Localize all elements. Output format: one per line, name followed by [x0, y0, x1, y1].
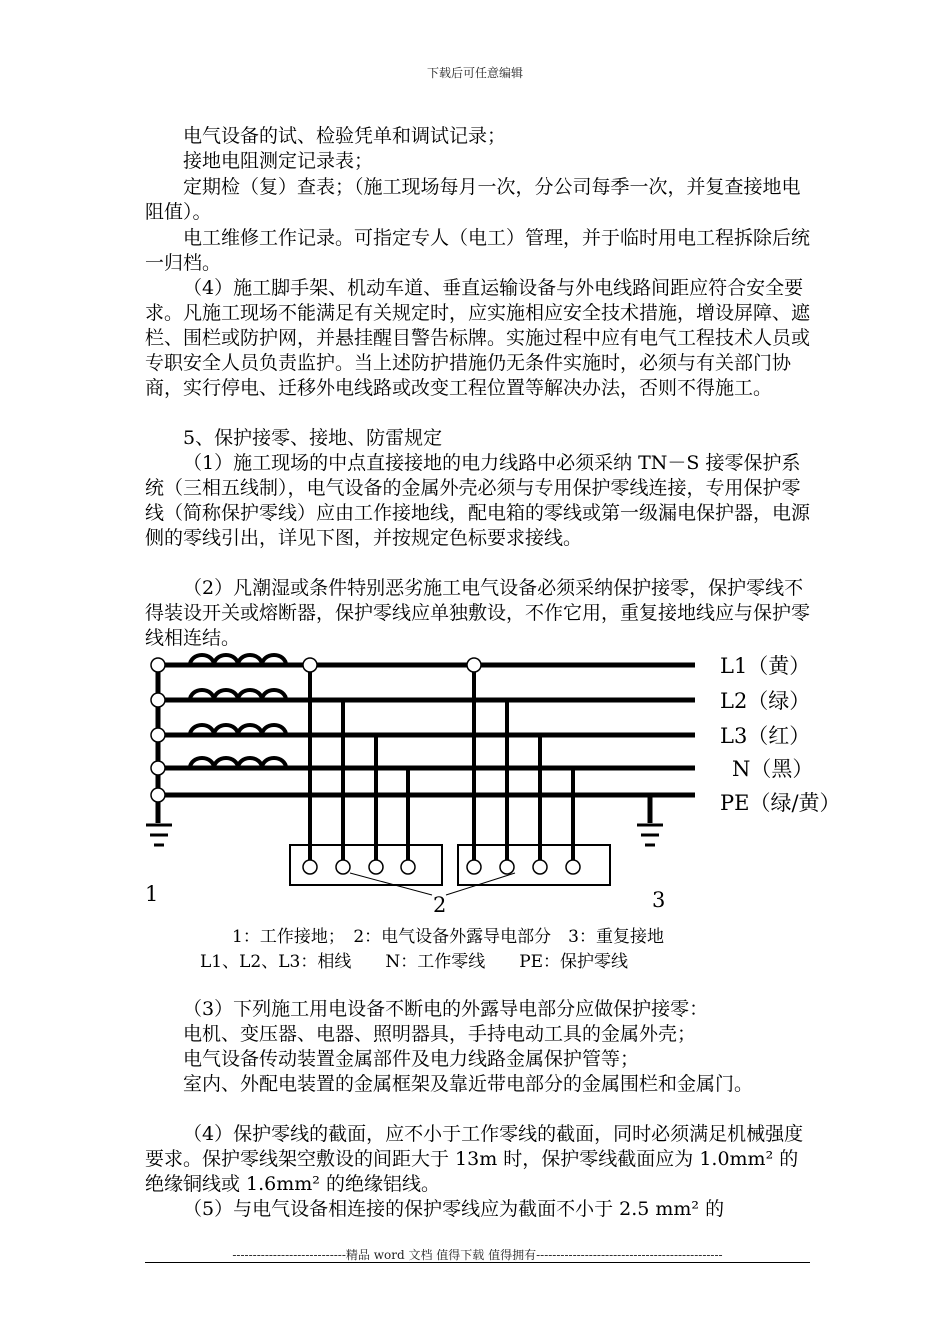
- paragraph: （4）保护零线的截面，应不小于工作零线的截面，同时必须满足机械强度要求。保护零线架空敷设的间距大于 13m 时，保护零线截面应为 1.0mm² 的绝缘铜线或 1.6mm² 的绝缘铝线。: [145, 1123, 804, 1195]
- section-heading: 5、保护接零、接地、防雷规定: [183, 427, 443, 449]
- diagram-number-1: 1: [145, 882, 159, 906]
- diagram-number-2: 2: [433, 893, 447, 917]
- paragraph: （5）与电气设备相连接的保护零线应为截面不小于 2.5 mm² 的: [183, 1198, 725, 1220]
- footer-rule: [145, 1262, 810, 1263]
- page-footer: ----------------------------精品 word 文档 值得下载 值得拥有----------------------------------------------: [232, 1248, 723, 1262]
- ground-symbol-right: [637, 825, 663, 845]
- ground-symbol-left: [146, 825, 172, 845]
- drops-right-equipment: [474, 665, 573, 860]
- paragraph: 室内、外配电装置的金属框架及靠近带电部分的金属围栏和金属门。: [183, 1073, 754, 1095]
- line-label-l2: L2（绿）: [720, 689, 811, 713]
- paragraph: 电工维修工作记录。可指定专人（电工）管理，并于临时用电工程拆除后统一归档。: [145, 227, 811, 274]
- line-label-n: N（黑）: [732, 757, 814, 781]
- diagram-caption-2: L1、L2、L3：相线 N：工作零线 PE：保护零线: [200, 952, 629, 972]
- diagram-number-3: 3: [652, 888, 666, 912]
- diagram-caption-1: 1：工作接地； 2：电气设备外露导电部分 3：重复接地: [232, 927, 664, 947]
- paragraph: 电气设备的试、检验凭单和调试记录；: [183, 125, 507, 147]
- paragraph: 电气设备传动装置金属部件及电力线路金属保护管等；: [183, 1048, 640, 1070]
- paragraph: （4）施工脚手架、机动车道、垂直运输设备与外电线路间距应符合安全要求。凡施工现场不能满足有关规定时，应实施相应安全技术措施，增设屏障、遮栏、围栏或防护网，并悬挂醒目警告标牌。实施过程中应有电气工程技术人员或专职安全人员负责监护。当上述防护措施仍无条件实施时，必须与有关部门协商，实行停电、迁移外电线路或改变工程位置等解决办法，否则不得施工。: [145, 277, 811, 399]
- line-label-l1: L1（黄）: [720, 654, 811, 678]
- paragraph: 电机、变压器、电器、照明器具，手持电动工具的金属外壳；: [183, 1023, 697, 1045]
- paragraph: 接地电阻测定记录表；: [183, 150, 374, 172]
- paragraph: 定期检（复）查表；（施工现场每月一次，分公司每季一次，并复查接地电阻值）。: [145, 176, 801, 223]
- page-header: 下载后可任意编辑: [426, 66, 523, 80]
- paragraph: （2）凡潮湿或条件特别恶劣施工电气设备必须采纳保护接零，保护零线不得装设开关或熔断器，保护零线应单独敷设，不作它用，重复接地线应与保护零线相连结。: [145, 577, 811, 649]
- line-label-pe: PE（绿/黄）: [720, 791, 841, 815]
- line-label-l3: L3（红）: [720, 724, 811, 748]
- transformer-coils: [190, 655, 286, 768]
- drops-left-equipment: [310, 665, 408, 860]
- paragraph: （3）下列施工用电设备不断电的外露导电部分应做保护接零：: [183, 998, 709, 1020]
- paragraph: （1）施工现场的中点直接接地的电力线路中必须采纳 TN－S 接零保护系统（三相五线制），电气设备的金属外壳必须与专用保护零线连接，专用保护零线（简称保护零线）应由工作接地线，配电箱的零线或第一级漏电保护器，电源侧的零线引出，详见下图，并按规定色标要求接线。: [145, 452, 811, 549]
